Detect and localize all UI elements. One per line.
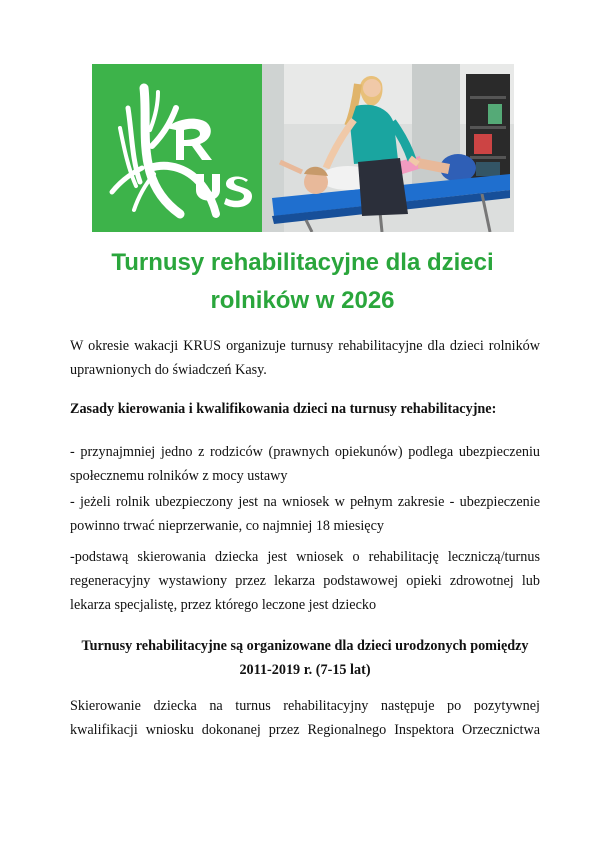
title-line-2: rolników w 2026 xyxy=(210,287,395,314)
page-title xyxy=(30,244,575,320)
rule-item-3: -podstawą skierowania dziecka jest wniosek o rehabilitację leczniczą/turnus regeneracyjny wystawiony przez lekarza podstawowej opieki zdrowotnej lub lekarza specjalistę, przez którego leczone jest dziecko xyxy=(70,549,540,613)
krus-logo-icon xyxy=(92,64,262,232)
rule-item-1: - przynajmniej jedno z rodziców (prawnych opiekunów) podlega ubezpieczeniu społecznemu rolników z mocy ustawy xyxy=(70,444,540,484)
age-notice-line-2: 2011-2019 r. (7-15 lat) xyxy=(239,662,371,678)
age-notice xyxy=(60,634,550,682)
age-notice-line-1: Turnusy rehabilitacyjne są organizowane dla dzieci urodzonych pomiędzy xyxy=(81,638,529,654)
rule-item-2: - jeżeli rolnik ubezpieczony jest na wniosek w pełnym zakresie - ubezpieczenie powinno trwać nieprzerwanie, co najmniej 18 miesięcy xyxy=(70,494,540,534)
krus-logo xyxy=(92,64,262,232)
closing-paragraph: Skierowanie dziecka na turnus rehabilitacyjny następuje po pozytywnej kwalifikacji wniosku dokonanej przez Regionalnego Inspektora Orzecznictwa xyxy=(70,698,540,738)
intro-paragraph: W okresie wakacji KRUS organizuje turnusy rehabilitacyjne dla dzieci rolników uprawnionych do świadczeń Kasy. xyxy=(70,338,540,378)
header-banner xyxy=(92,64,514,232)
rehabilitation-photo xyxy=(262,64,514,232)
title-line-1: Turnusy rehabilitacyjne dla dzieci xyxy=(111,249,494,276)
rules-heading: Zasady kierowania i kwalifikowania dzieci na turnusy rehabilitacyjne: xyxy=(70,401,497,417)
